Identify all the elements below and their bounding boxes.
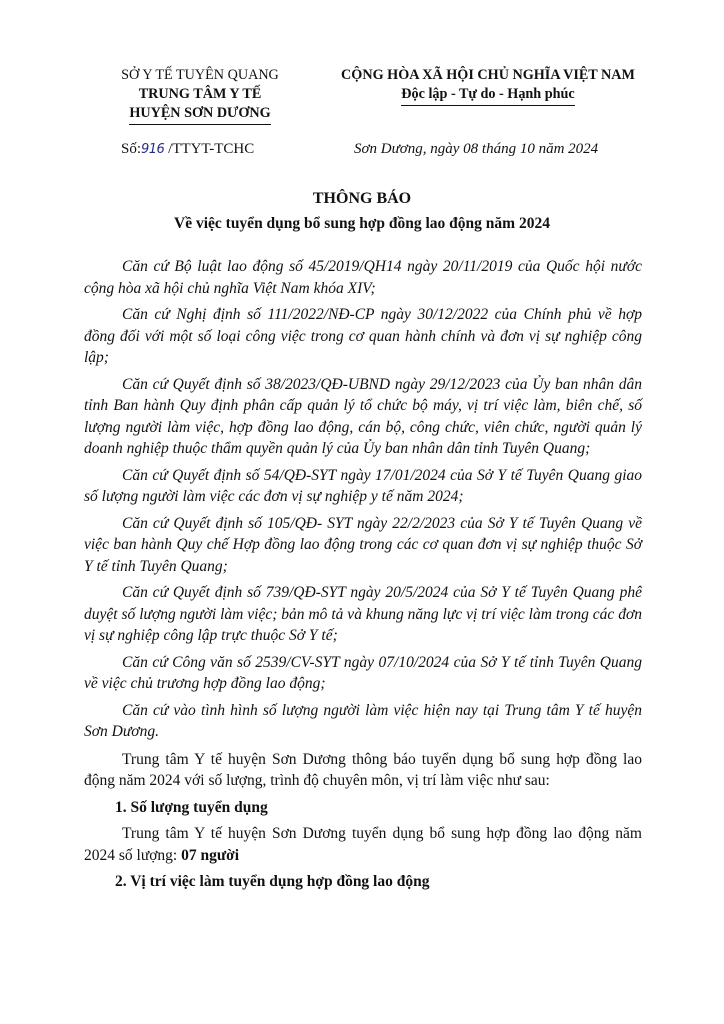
legal-basis-list bbox=[84, 256, 642, 743]
section-2-heading: 2. Vị trí việc làm tuyển dụng hợp đồng lao động bbox=[115, 873, 430, 890]
recruit-count: 07 người bbox=[181, 846, 240, 864]
agency-name-line2: HUYỆN SƠN DƯƠNG bbox=[129, 104, 270, 125]
legal-basis-item: Căn cứ Nghị định số 111/2022/NĐ-CP ngày 30/12/2022 của Chính phủ về hợp đồng đối với một số loại công việc trong cơ quan hành chính và đơn vị sự nghiệp công lập; bbox=[84, 306, 642, 366]
legal-basis-item: Căn cứ Công văn số 2539/CV-SYT ngày 07/10/2024 của Sở Y tế tỉnh Tuyên Quang về việc chủ trương hợp đồng lao động; bbox=[84, 653, 642, 692]
issuing-agency-block bbox=[95, 66, 305, 125]
document-number-suffix: /TTYT-TCHC bbox=[168, 141, 255, 157]
document-title: THÔNG BÁO bbox=[312, 190, 412, 207]
document-number bbox=[121, 141, 254, 158]
legal-basis-item: Căn cứ Quyết định số 54/QĐ-SYT ngày 17/01/2024 của Sở Y tế Tuyên Quang giao số lượng người làm việc các đơn vị sự nghiệp y tế năm 2024; bbox=[84, 466, 642, 505]
intro-paragraph: Trung tâm Y tế huyện Sơn Dương thông báo tuyển dụng bổ sung hợp đồng lao động năm 2024 với số lượng, trình độ chuyên môn, vị trí làm việc như sau: bbox=[84, 750, 642, 789]
legal-basis-item: Căn cứ vào tình hình số lượng người làm việc hiện nay tại Trung tâm Y tế huyện Sơn Dương. bbox=[84, 701, 642, 740]
section-1-heading: 1. Số lượng tuyển dụng bbox=[115, 798, 268, 816]
parent-agency: SỞ Y TẾ TUYÊN QUANG bbox=[121, 67, 279, 83]
legal-basis-item: Căn cứ Bộ luật lao động số 45/2019/QH14 ngày 20/11/2019 của Quốc hội nước cộng hòa xã hội chủ nghĩa Việt Nam khóa XIV; bbox=[84, 258, 642, 297]
place-and-date: Sơn Dương, ngày 08 tháng 10 năm 2024 bbox=[354, 141, 599, 157]
agency-name-line1: TRUNG TÂM Y TẾ bbox=[138, 86, 262, 102]
legal-basis-item: Căn cứ Quyết định số 739/QĐ-SYT ngày 20/5/2024 của Sở Y tế Tuyên Quang phê duyệt số lượng người làm việc; bản mô tả và khung năng lực vị trí việc làm trong các đơn vị sự nghiệp công lập trực thuộc Sở Y tế; bbox=[84, 584, 642, 644]
country-name: CỘNG HÒA XÃ HỘI CHỦ NGHĨA VIỆT NAM bbox=[341, 67, 635, 83]
legal-basis-item: Căn cứ Quyết định số 105/QĐ- SYT ngày 22/2/2023 của Sở Y tế Tuyên Quang về việc ban hành Quy chế Hợp đồng lao động trong các cơ quan đơn vị sự nghiệp thuộc Sở Y tế tỉnh Tuyên Quang; bbox=[84, 514, 642, 575]
national-motto: Độc lập - Tự do - Hạnh phúc bbox=[401, 85, 574, 106]
legal-basis-item: Căn cứ Quyết định số 38/2023/QĐ-UBND ngày 29/12/2023 của Ủy ban nhân dân tỉnh Ban hành Quy định phân cấp quản lý tổ chức bộ máy, vị trí việc làm, biên chế, số lượng người làm việc, hợp đồng lao động, cán bộ, công chức, viên chức, người quản lý doanh nghiệp thuộc thẩm quyền quản lý của Ủy ban nhân dân tỉnh Tuyên Quang; bbox=[84, 375, 642, 457]
section-1-text-body: Trung tâm Y tế huyện Sơn Dương tuyển dụng bổ sung hợp đồng lao động năm 2024 số lượng: bbox=[84, 825, 642, 864]
document-number-prefix: Số: bbox=[121, 141, 142, 157]
section-1-text bbox=[84, 823, 642, 866]
national-title-block bbox=[318, 66, 658, 106]
document-body bbox=[84, 256, 642, 898]
document-subtitle: Về việc tuyển dụng bổ sung hợp đồng lao động năm 2024 bbox=[174, 215, 550, 232]
handwritten-number: 916 bbox=[141, 142, 165, 157]
